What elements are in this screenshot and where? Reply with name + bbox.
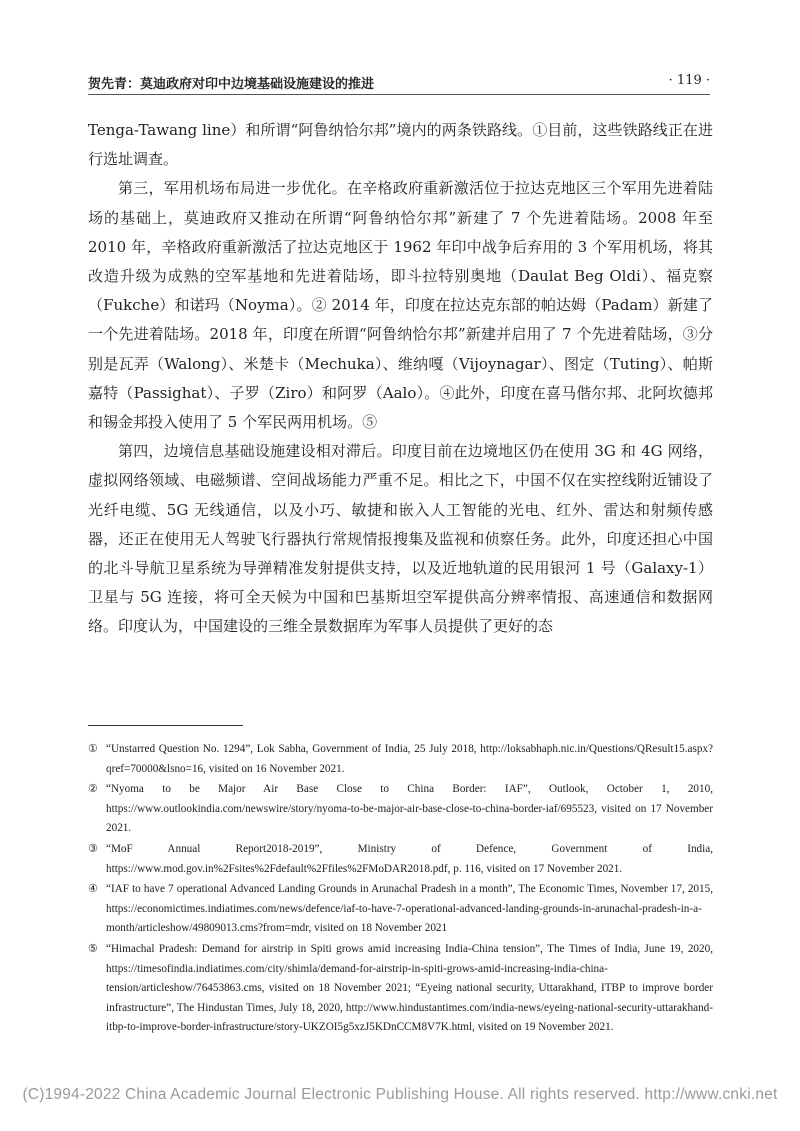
footnote-text: “IAF to have 7 operational Advanced Landing Grounds in Arunachal Pradesh in a month”, The Economic Times, November 17, 2015, https://economictimes.indiatimes.com/news/defence/iaf-to-have-7-operational-advanced-landing-grounds-in-arunachal-pradesh-in-a-month/articleshow/49809013.cms?from=mdr, visited on 18 November 2021: [106, 883, 713, 935]
running-header: [88, 70, 710, 95]
footnote-item: [88, 880, 713, 939]
footnotes: [88, 740, 713, 1039]
page-number: · 119 ·: [668, 73, 710, 88]
footnote-marker: ④: [88, 883, 99, 896]
footnote-item: [88, 780, 713, 839]
paragraph-information-infrastructure: 第四，边境信息基础设施建设相对滞后。印度目前在边境地区仍在使用 3G 和 4G 网络，虚拟网络领域、电磁频谱、空间战场能力严重不足。相比之下，中国不仅在实控线附近铺设了光纤电缆、5G 无线通信，以及小巧、敏捷和嵌入人工智能的光电、红外、雷达和射频传感器，还正在使用无人驾驶飞行器执行常规情报搜集及监视和侦察任务。此外，印度还担心中国的北斗导航卫星系统为导弹精准发射提供支持，以及近地轨道的民用银河 1 号（Galaxy-1）卫星与 5G 连接，将可全天候为中国和巴基斯坦空军提供高分辨率情报、高速通信和数据网络。印度认为，中国建设的三维全景数据库为军事人员提供了更好的态: [88, 442, 713, 636]
footnote-marker: ③: [88, 842, 99, 855]
body-text: [88, 116, 713, 642]
paragraph-airfields: 第三，军用机场布局进一步优化。在辛格政府重新激活位于拉达克地区三个军用先进着陆场的基础上，莫迪政府又推动在所谓“阿鲁纳恰尔邦”新建了 7 个先进着陆场。2008 年至 2010 年，辛格政府重新激活了拉达克地区于 1962 年印中战争后弃用的 3 个军用机场，将其改造升级为成熟的空军基地和先进着陆场，即斗拉特别奥地（Daulat Beg Oldi）、福克察（Fukche）和诺玛（Noyma）。② 2014 年，印度在拉达克东部的帕达姆（Padam）新建了一个先进着陆场。2018 年，印度在所谓“阿鲁纳恰尔邦”新建并启用了 7 个先进着陆场，③分别是瓦弄（Walong）、米楚卡（Mechuka）、维纳嘎（Vijoynagar）、图定（Tuting）、帕斯嘉特（Passighat）、子罗（Ziro）和阿罗（Aalo）。④此外，印度在喜马偕尔邦、北阿坎德邦和锡金邦投入使用了 5 个军民两用机场。⑤: [88, 179, 713, 432]
footnote-item: [88, 840, 713, 879]
paragraph-continued: Tenga-Tawang line）和所谓“阿鲁纳恰尔邦”境内的两条铁路线。①目前，这些铁路线正在进行选址调查。: [88, 121, 713, 169]
footnote-marker: ②: [88, 783, 99, 796]
footnote-text: “Unstarred Question No. 1294”, Lok Sabha, Government of India, 25 July 2018, http://loksabhaph.nic.in/Questions/QResult15.aspx?qref=70000&lsno=16, visited on 16 November 2021.: [106, 743, 713, 775]
running-title: 贺先青：莫迪政府对印中边境基础设施建设的推进: [88, 77, 375, 92]
footnote-text: “Nyoma to be Major Air Base Close to China Border: IAF”, Outlook, October 1, 2010, https://www.outlookindia.com/newswire/story/nyoma-to-be-major-air-base-close-to-china-border-iaf/695523, visited on 17 November 2021.: [106, 783, 713, 835]
footnote-marker: ①: [88, 743, 99, 755]
footnote-text: “MoF Annual Report2018-2019”, Ministry of Defence, Government of India, https://www.mod.gov.in%2Fsites%2Fdefault%2Ffiles%2FMoDAR2018.pdf, p. 116, visited on 17 November 2021.: [106, 842, 713, 875]
footnote-item: [88, 740, 713, 779]
footnote-text: “Himachal Pradesh: Demand for airstrip in Spiti grows amid increasing India-China tension”, The Times of India, June 19, 2020, https://timesofindia.indiatimes.com/city/shimla/demand-for-airstrip-in-spiti-grows-amid-increasing-india-china-tension/articleshow/76453863.cms, visited on 18 November 2021; “Eyeing national security, Uttarakhand, ITBP to improve border infrastructure”, The Hindustan Times, July 18, 2020, http://www.hindustantimes.com/india-news/eyeing-national-security-uttarakhand-itbp-to-improve-border-infrastructure/story-UKZOI5g5xzJ5KDnCCM8V7K.html, visited on 19 November 2021.: [106, 942, 713, 1034]
footnote-item: [88, 940, 713, 1038]
copyright-footer: (C)1994-2022 China Academic Journal Electronic Publishing House. All rights reserved. http://www.cnki.net: [22, 1086, 778, 1103]
footnote-marker: ⑤: [88, 942, 99, 955]
footnote-separator: [88, 725, 243, 726]
